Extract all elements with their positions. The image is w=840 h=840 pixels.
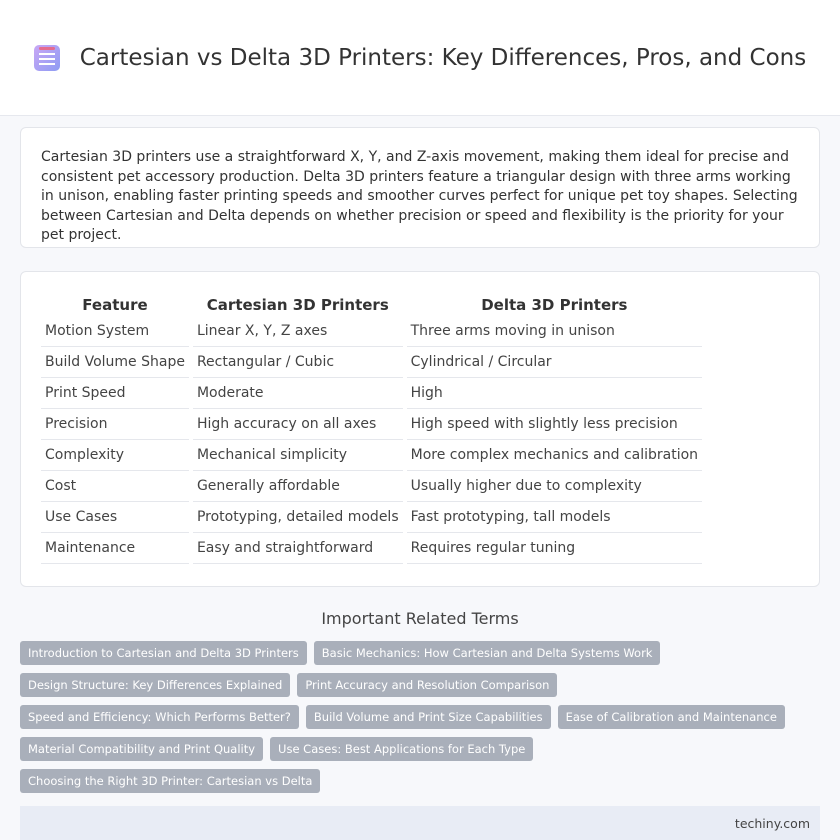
cell-feature: Use Cases (41, 502, 189, 533)
related-term-tag[interactable]: Choosing the Right 3D Printer: Cartesian vs Delta (20, 769, 320, 793)
table-row (41, 378, 702, 409)
cell-cartesian: Prototyping, detailed models (193, 502, 403, 533)
page-header (0, 0, 840, 116)
related-term-tag[interactable]: Print Accuracy and Resolution Comparison (297, 673, 557, 697)
related-term-tag[interactable]: Use Cases: Best Applications for Each Type (270, 737, 533, 761)
related-term-tag[interactable]: Introduction to Cartesian and Delta 3D Printers (20, 641, 307, 665)
table-row (41, 347, 702, 378)
footer (20, 806, 820, 840)
related-terms-title: Important Related Terms (321, 609, 519, 628)
related-term-tag[interactable]: Material Compatibility and Print Quality (20, 737, 263, 761)
cell-delta: High speed with slightly less precision (407, 409, 702, 440)
page-title: Cartesian vs Delta 3D Printers: Key Differences, Pros, and Cons (79, 44, 807, 71)
cell-delta: Cylindrical / Circular (407, 347, 702, 378)
cell-cartesian: Mechanical simplicity (193, 440, 403, 471)
comparison-table (37, 294, 706, 564)
column-header-feature: Feature (82, 296, 148, 314)
table-row (41, 316, 702, 347)
comparison-table-card (20, 271, 820, 587)
cell-feature: Precision (41, 409, 189, 440)
cell-cartesian: Rectangular / Cubic (193, 347, 403, 378)
table-row (41, 440, 702, 471)
cell-feature: Build Volume Shape (41, 347, 189, 378)
intro-text: Cartesian 3D printers use a straightforward X, Y, and Z-axis movement, making them ideal for precise and consistent pet accessory production. Delta 3D printers feature a triangular design with three arms working in unison, enabling faster printing speeds and smoother curves perfect for unique pet toy shapes. Selecting between Cartesian and Delta depends on whether precision or speed and flexibility is the priority for your pet project. (41, 149, 798, 243)
cell-delta: Three arms moving in unison (407, 316, 702, 347)
related-term-tag[interactable]: Design Structure: Key Differences Explained (20, 673, 290, 697)
cell-cartesian: Moderate (193, 378, 403, 409)
column-header-cartesian: Cartesian 3D Printers (206, 296, 389, 314)
cell-delta: Requires regular tuning (407, 533, 702, 564)
cell-feature: Motion System (41, 316, 189, 347)
intro-card (20, 127, 820, 248)
cell-delta: High (407, 378, 702, 409)
related-terms-list (20, 641, 820, 793)
related-term-tag[interactable]: Build Volume and Print Size Capabilities (306, 705, 551, 729)
cell-cartesian: Generally affordable (193, 471, 403, 502)
footer-site-link[interactable]: techiny.com (734, 815, 810, 831)
cell-cartesian: High accuracy on all axes (193, 409, 403, 440)
cell-feature: Cost (41, 471, 189, 502)
table-row (41, 502, 702, 533)
table-row (41, 409, 702, 440)
related-term-tag[interactable]: Speed and Efficiency: Which Performs Better? (20, 705, 299, 729)
cell-cartesian: Easy and straightforward (193, 533, 403, 564)
table-header-row (41, 294, 702, 316)
table-row (41, 533, 702, 564)
cell-feature: Print Speed (41, 378, 189, 409)
cell-delta: Usually higher due to complexity (407, 471, 702, 502)
cell-delta: Fast prototyping, tall models (407, 502, 702, 533)
table-row (41, 471, 702, 502)
cell-feature: Complexity (41, 440, 189, 471)
column-header-delta: Delta 3D Printers (481, 296, 628, 314)
related-term-tag[interactable]: Ease of Calibration and Maintenance (558, 705, 785, 729)
cell-delta: More complex mechanics and calibration (407, 440, 702, 471)
related-term-tag[interactable]: Basic Mechanics: How Cartesian and Delta Systems Work (314, 641, 661, 665)
table-body (41, 316, 702, 564)
cell-cartesian: Linear X, Y, Z axes (193, 316, 403, 347)
cell-feature: Maintenance (41, 533, 189, 564)
document-list-icon (34, 45, 60, 71)
